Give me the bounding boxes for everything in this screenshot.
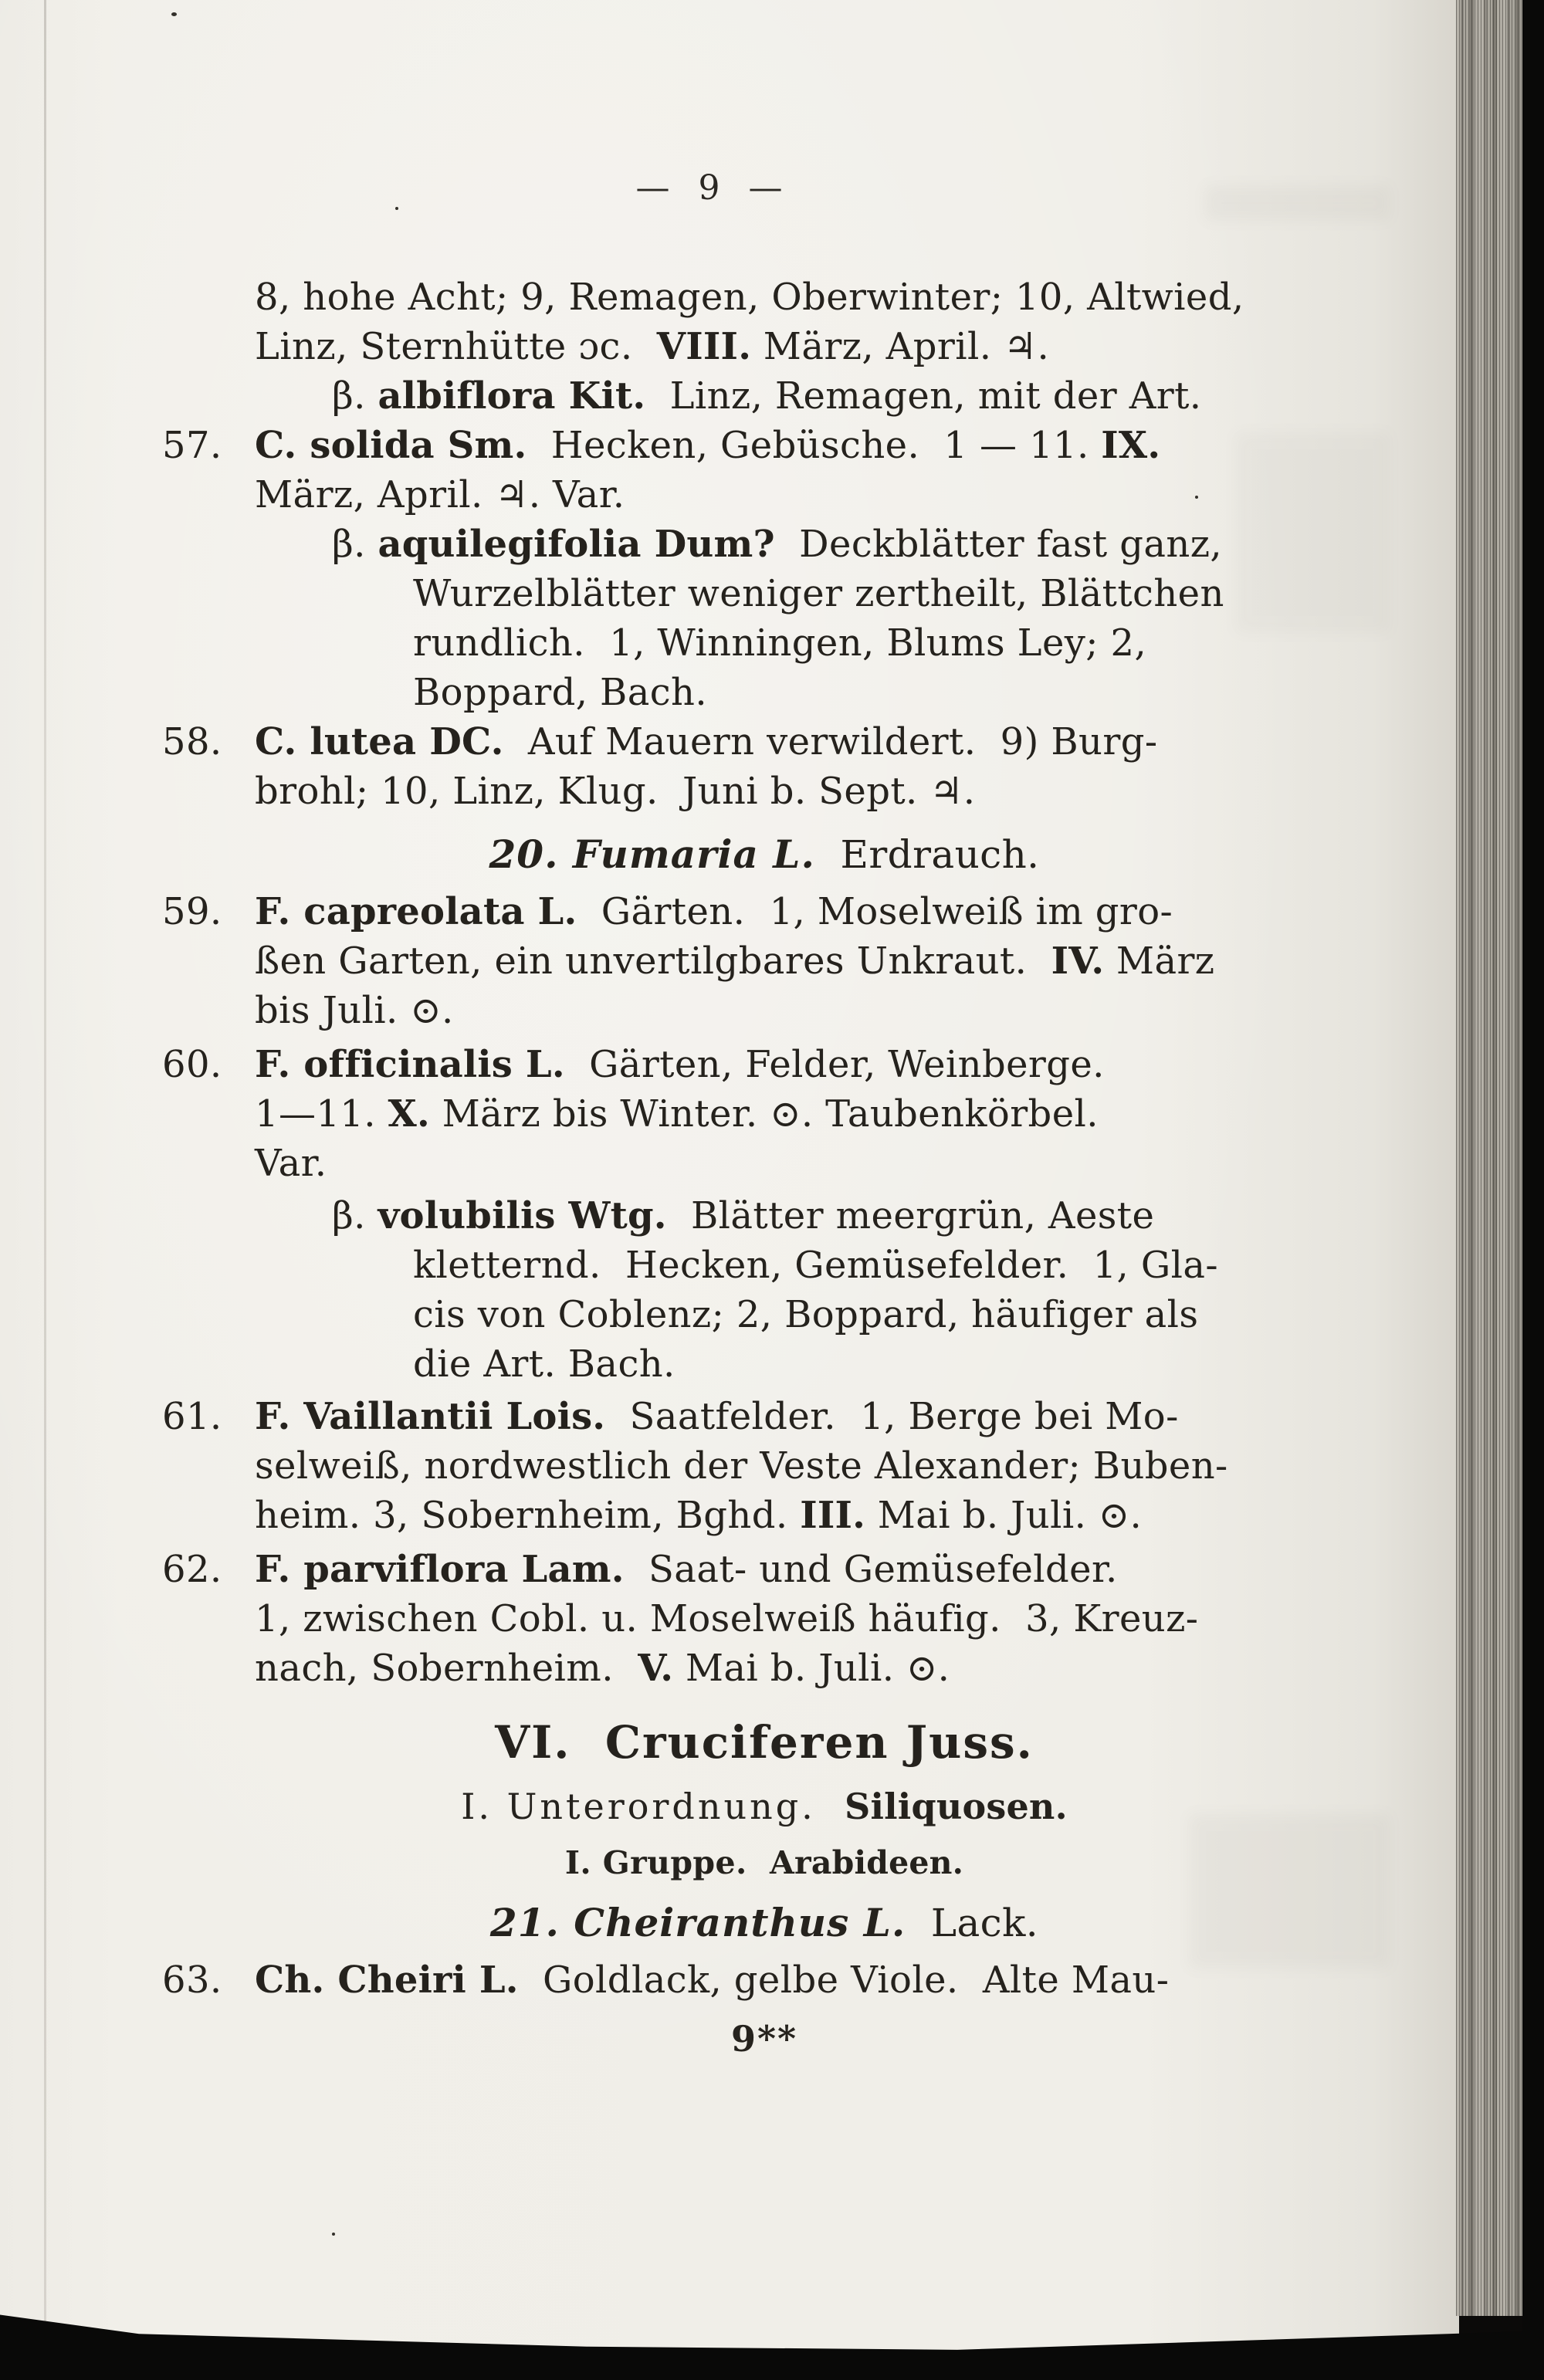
entry-57-line: März, April. ♃. Var. bbox=[255, 473, 625, 516]
entry-58-line: brohl; 10, Linz, Klug. Juni b. Sept. ♃. bbox=[255, 770, 976, 813]
entry-60-line: 60. F. officinalis L. Gärten, Felder, Weinberge. bbox=[162, 1043, 1105, 1086]
entry-63-line: 63. Ch. Cheiri L. Goldlack, gelbe Viole. Alte Mau- bbox=[162, 1959, 1170, 2002]
variety-albiflora-line: β. albiflora Kit. Linz, Remagen, mit der Art. bbox=[332, 374, 1202, 418]
variety-aquilegifolia-line: β. aquilegifolia Dum? Deckblätter fast ganz, bbox=[332, 523, 1223, 566]
genus-heading-fumaria: 20. Fumaria L. Erdrauch. bbox=[489, 831, 1040, 877]
entry-61-line: selweiß, nordwestlich der Veste Alexander; Buben- bbox=[255, 1444, 1228, 1488]
entry-62-line: nach, Sobernheim. V. Mai b. Juli. ⊙. bbox=[255, 1647, 950, 1690]
text-area bbox=[162, 0, 1366, 2063]
scan-background-right bbox=[1522, 0, 1544, 2380]
entry-59-line: 59. F. capreolata L. Gärten. 1, Moselweiß im gro- bbox=[162, 890, 1173, 933]
family-heading-cruciferen: VI. Cruciferen Juss. bbox=[495, 1716, 1034, 1769]
book-page-edges bbox=[1456, 0, 1525, 2316]
variety-volubilis-line: kletternd. Hecken, Gemüsefelder. 1, Gla- bbox=[413, 1244, 1218, 1287]
entry-59-line: ßen Garten, ein unvertilgbares Unkraut. IV. März bbox=[255, 939, 1215, 983]
entry-58-line: 58. C. lutea DC. Auf Mauern verwildert. 9) Burg- bbox=[162, 720, 1158, 763]
flora-text-block bbox=[162, 273, 1366, 2063]
entry-62-line: 1, zwischen Cobl. u. Moselweiß häufig. 3, Kreuz- bbox=[255, 1597, 1199, 1640]
variety-aquilegifolia-line: Wurzelblätter weniger zertheilt, Blättchen bbox=[413, 572, 1224, 615]
variety-aquilegifolia-line: rundlich. 1, Winningen, Blums Ley; 2, bbox=[413, 621, 1147, 665]
entry-59-line: bis Juli. ⊙. bbox=[255, 989, 454, 1032]
entry-56-continuation-line: 8, hohe Acht; 9, Remagen, Oberwinter; 10, Altwied, bbox=[255, 276, 1244, 319]
variety-volubilis-line: β. volubilis Wtg. Blätter meergrün, Aeste bbox=[332, 1194, 1155, 1237]
variety-aquilegifolia-line: Boppard, Bach. bbox=[413, 671, 707, 714]
genus-heading-cheiranthus: 21. Cheiranthus L. Lack. bbox=[489, 1900, 1039, 1945]
page-number: — 9 — bbox=[635, 168, 785, 208]
variety-volubilis-line: cis von Coblenz; 2, Boppard, häufiger als bbox=[413, 1293, 1199, 1336]
entry-62-line: 62. F. parviflora Lam. Saat- und Gemüsefelder. bbox=[162, 1548, 1118, 1591]
ink-speck bbox=[332, 2233, 335, 2236]
entry-61-line: heim. 3, Sobernheim, Bghd. III. Mai b. Juli. ⊙. bbox=[255, 1494, 1143, 1537]
entry-57-line: 57. C. solida Sm. Hecken, Gebüsche. 1 — 11. IX. bbox=[162, 424, 1161, 467]
entry-56-continuation-line: Linz, Sternhütte ɔc. VIII. März, April. ♃. bbox=[255, 325, 1050, 368]
entry-60-line: 1—11. X. März bis Winter. ⊙. Taubenkörbel. bbox=[255, 1092, 1099, 1136]
group-heading-arabideen: I. Gruppe. Arabideen. bbox=[564, 1844, 964, 1881]
page-crease bbox=[44, 0, 46, 2324]
suborder-heading-siliquosen: I. Unterordnung. Siliquosen. bbox=[461, 1786, 1068, 1827]
variety-volubilis-line: die Art. Bach. bbox=[413, 1342, 676, 1386]
entry-60-line: Var. bbox=[255, 1142, 327, 1185]
signature-mark: 9** bbox=[730, 2018, 798, 2060]
entry-61-line: 61. F. Vaillantii Lois. Saatfelder. 1, Berge bei Mo- bbox=[162, 1395, 1179, 1438]
